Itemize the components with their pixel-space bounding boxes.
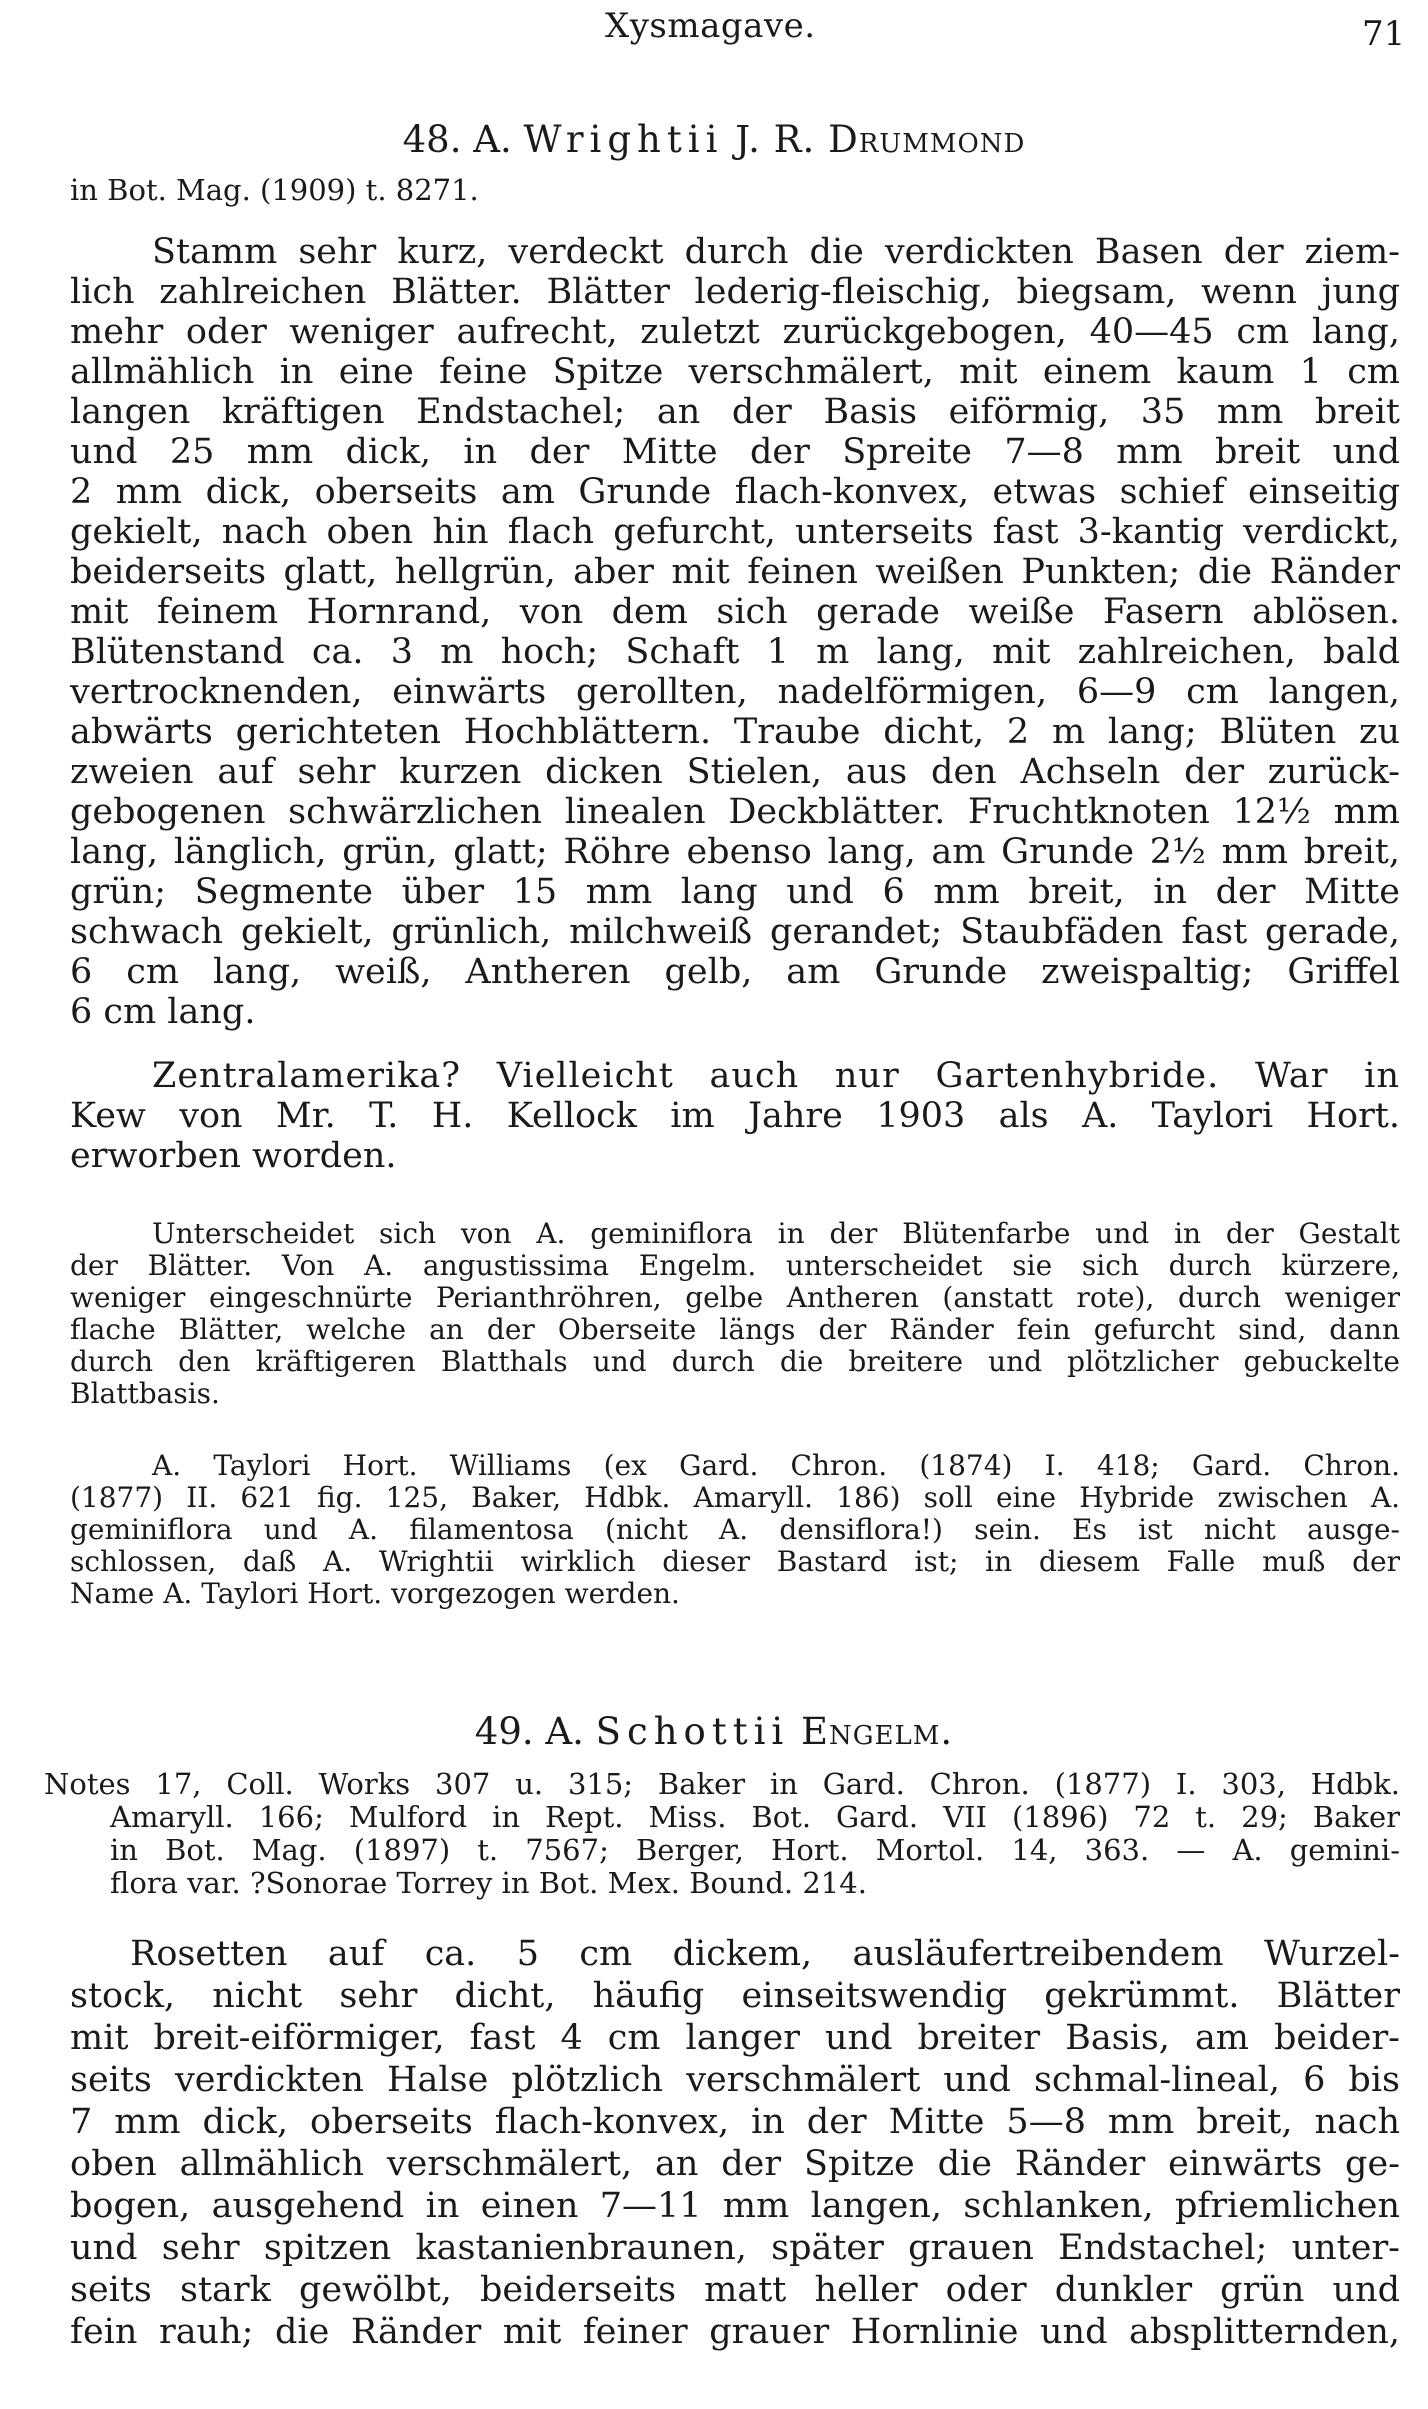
description-line: abwärts gerichteten Hochblättern. Traube dicht, 2 m lang; Blüten zu <box>70 712 1400 752</box>
species-49-author: Engelm. <box>801 1710 954 1753</box>
species-48-author: J. R. Drummond <box>735 118 1026 161</box>
note-line: A. Taylori Hort. Williams (ex Gard. Chron. (1874) I. 418; Gard. Chron. <box>152 1449 1400 1482</box>
description-line: Blütenstand ca. 3 m hoch; Schaft 1 m lang, mit zahlreichen, bald <box>70 632 1400 672</box>
description-line: mit breit-eiförmiger, fast 4 cm langer und breiter Basis, am beider- <box>70 2018 1400 2058</box>
reference-line: flora var. ?Sonorae Torrey in Bot. Mex. Bound. 214. <box>110 1866 867 1900</box>
species-48-name: Wrightii <box>523 118 724 161</box>
description-line: oben allmählich verschmälert, an der Spitze die Ränder einwärts ge- <box>70 2144 1400 2184</box>
description-line: gekielt, nach oben hin flach gefurcht, unterseits fast 3-kantig verdickt, <box>70 512 1400 552</box>
species-49-number: 49. A. <box>474 1710 584 1753</box>
description-line: fein rauh; die Ränder mit feiner grauer Hornlinie und absplitternden, <box>70 2312 1400 2352</box>
description-line: 6 cm lang. <box>70 992 256 1032</box>
note-line: durch den kräftigeren Blatthals und durch die breitere und plötzlicher gebuckelte <box>70 1345 1400 1378</box>
description-line: stock, nicht sehr dicht, häufig einseitswendig gekrümmt. Blätter <box>70 1976 1400 2016</box>
description-line: bogen, ausgehend in einen 7—11 mm langen, schlanken, pfriemlichen <box>70 2186 1400 2226</box>
species-49-heading <box>0 1710 1428 1753</box>
reference-line: in Bot. Mag. (1897) t. 7567; Berger, Hort. Mortol. 14, 363. — A. gemini- <box>110 1833 1400 1867</box>
description-line: 2 mm dick, oberseits am Grunde flach-konvex, etwas schief einseitig <box>70 472 1400 512</box>
description-line: grün; Segmente über 15 mm lang und 6 mm breit, in der Mitte <box>70 872 1400 912</box>
description-line: 7 mm dick, oberseits flach-konvex, in der Mitte 5—8 mm breit, nach <box>70 2102 1400 2142</box>
page-number: 71 <box>1362 14 1406 54</box>
note-line: Unterscheidet sich von A. geminiflora in der Blütenfarbe und in der Gestalt <box>152 1217 1400 1250</box>
description-line: lich zahlreichen Blätter. Blätter lederig-fleischig, biegsam, wenn jung <box>70 272 1400 312</box>
description-line: langen kräftigen Endstachel; an der Basis eiförmig, 35 mm breit <box>70 392 1400 432</box>
note-line: weniger eingeschnürte Perianthröhren, gelbe Antheren (anstatt rote), durch weniger <box>70 1281 1400 1314</box>
description-line: Stamm sehr kurz, verdeckt durch die verdickten Basen der ziem- <box>152 232 1400 272</box>
reference-line: Notes 17, Coll. Works 307 u. 315; Baker in Gard. Chron. (1877) I. 303, Hdbk. <box>44 1767 1400 1801</box>
description-line: gebogenen schwärzlichen linealen Deckblätter. Fruchtknoten 12½ mm <box>70 792 1400 832</box>
note-line: schlossen, daß A. Wrightii wirklich dieser Bastard ist; in diesem Falle muß der <box>70 1545 1400 1578</box>
distribution-line: Zentralamerika? Vielleicht auch nur Gartenhybride. War in <box>152 1056 1400 1096</box>
distribution-line: Kew von Mr. T. H. Kellock im Jahre 1903 als A. Taylori Hort. <box>70 1096 1400 1136</box>
note-line: Name A. Taylori Hort. vorgezogen werden. <box>70 1577 680 1610</box>
description-line: seits verdickten Halse plötzlich verschmälert und schmal-lineal, 6 bis <box>70 2060 1400 2100</box>
description-line: lang, länglich, grün, glatt; Röhre ebenso lang, am Grunde 2½ mm breit, <box>70 832 1400 872</box>
note-line: Blattbasis. <box>70 1377 220 1410</box>
description-line: allmählich in eine feine Spitze verschmälert, mit einem kaum 1 cm <box>70 352 1400 392</box>
description-line: und sehr spitzen kastanienbraunen, später grauen Endstachel; unter- <box>70 2228 1400 2268</box>
description-line: 6 cm lang, weiß, Antheren gelb, am Grunde zweispaltig; Griffel <box>70 952 1400 992</box>
description-line: seits stark gewölbt, beiderseits matt heller oder dunkler grün und <box>70 2270 1400 2310</box>
reference-line: in Bot. Mag. (1909) t. 8271. <box>70 173 479 207</box>
species-49-name: Schottii <box>595 1710 790 1753</box>
note-line: (1877) II. 621 fig. 125, Baker, Hdbk. Amaryll. 186) soll eine Hybride zwischen A. <box>70 1481 1400 1514</box>
description-line: mehr oder weniger aufrecht, zuletzt zurückgebogen, 40—45 cm lang, <box>70 312 1400 352</box>
species-48-number: 48. A. <box>402 118 512 161</box>
description-line: mit feinem Hornrand, von dem sich gerade weiße Fasern ablösen. <box>70 592 1400 632</box>
description-line: schwach gekielt, grünlich, milchweiß gerandet; Staubfäden fast gerade, <box>70 912 1400 952</box>
distribution-line: erworben worden. <box>70 1136 397 1176</box>
description-line: Rosetten auf ca. 5 cm dickem, ausläufertreibendem Wurzel- <box>130 1934 1400 1974</box>
description-line: und 25 mm dick, in der Mitte der Spreite 7—8 mm breit und <box>70 432 1400 472</box>
note-line: geminiflora und A. filamentosa (nicht A. densiflora!) sein. Es ist nicht ausge- <box>70 1513 1400 1546</box>
description-line: vertrocknenden, einwärts gerollten, nadelförmigen, 6—9 cm langen, <box>70 672 1400 712</box>
note-line: flache Blätter, welche an der Oberseite längs der Ränder fein gefurcht sind, dann <box>70 1313 1400 1346</box>
running-head-title: Xysmagave. <box>605 6 816 46</box>
reference-line: Amaryll. 166; Mulford in Rept. Miss. Bot. Gard. VII (1896) 72 t. 29; Baker <box>110 1800 1400 1834</box>
description-line: zweien auf sehr kurzen dicken Stielen, aus den Achseln der zurück- <box>70 752 1400 792</box>
description-line: beiderseits glatt, hellgrün, aber mit feinen weißen Punkten; die Ränder <box>70 552 1400 592</box>
note-line: der Blätter. Von A. angustissima Engelm. unterscheidet sie sich durch kürzere, <box>70 1249 1400 1282</box>
species-48-heading <box>0 118 1428 161</box>
running-head <box>0 0 1428 60</box>
